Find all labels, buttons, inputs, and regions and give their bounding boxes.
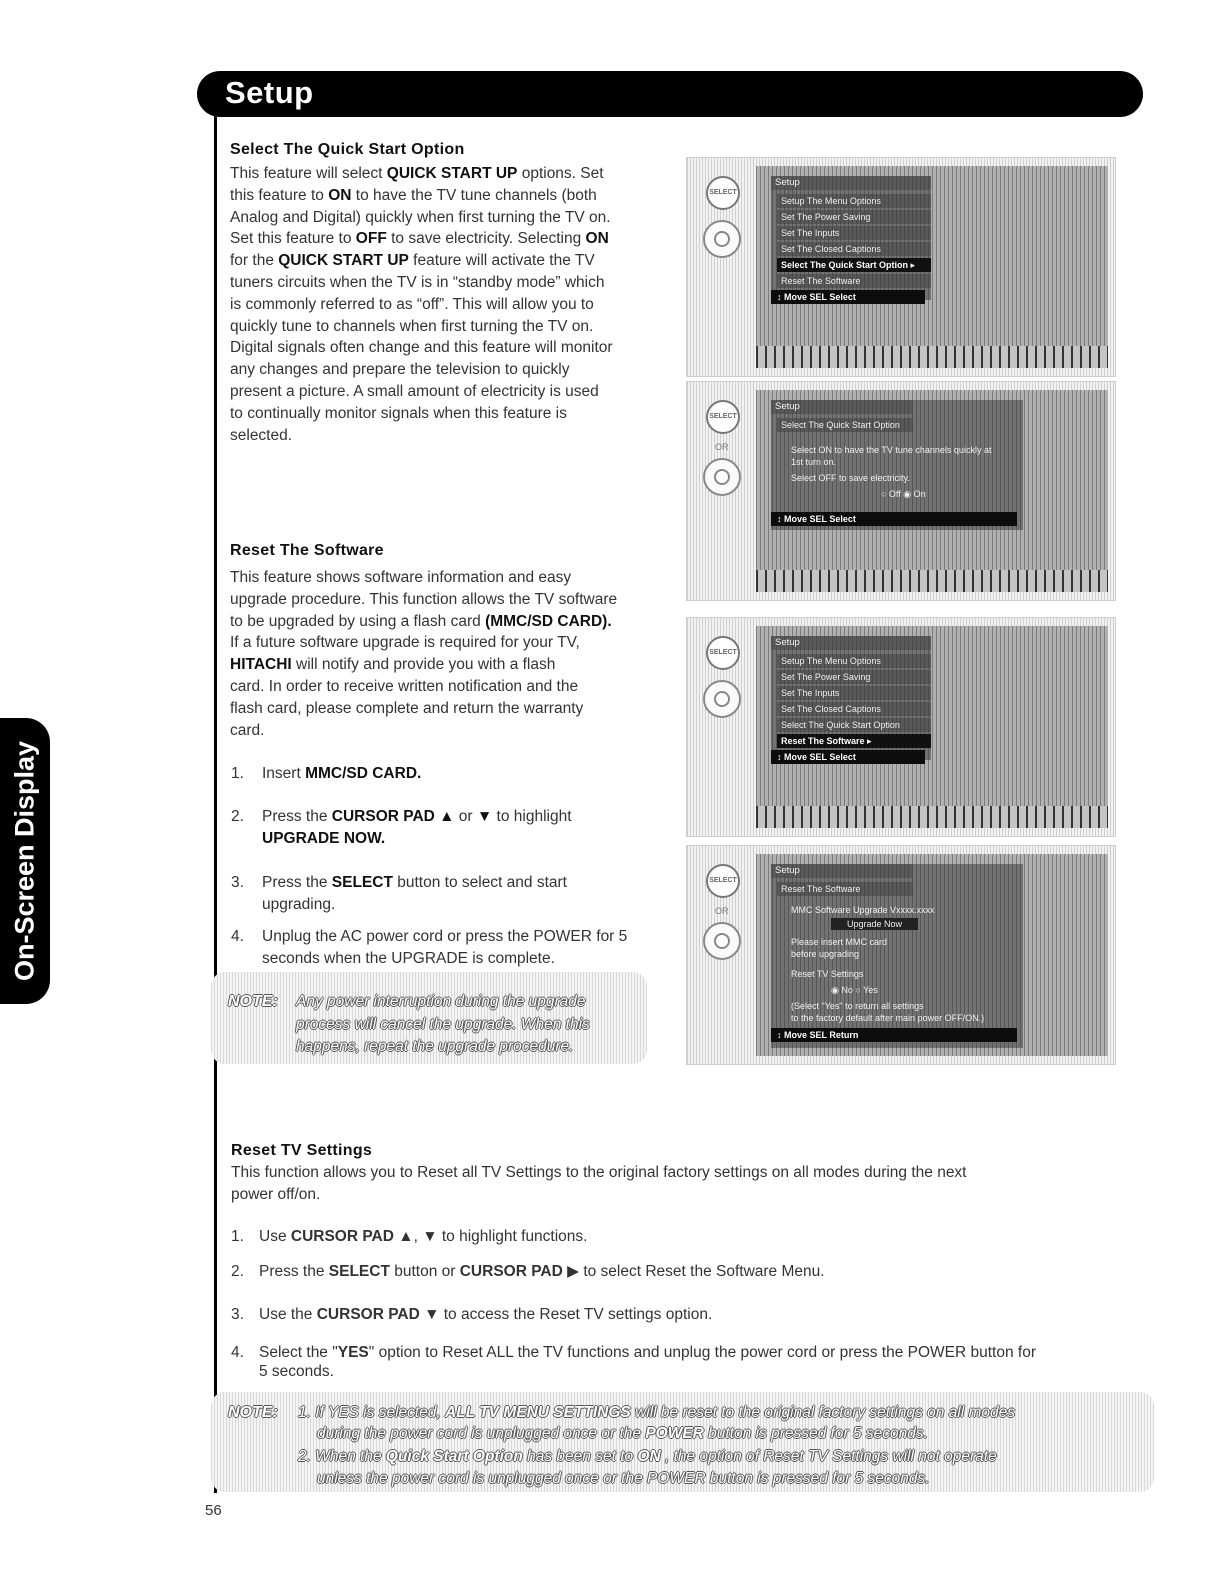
select-button-icon: SELECT [706, 176, 740, 210]
tv-bottom-pattern [756, 570, 1108, 592]
tv-screen-quick-start-menu [686, 157, 1116, 377]
tv-bottom-pattern [756, 806, 1108, 828]
menu-title: Setup [771, 636, 931, 650]
note-line: unless the power cord is unplugged once or the POWER button is pressed for 5 seconds. [317, 1470, 930, 1487]
menu-item-selected: Select The Quick Start Option ▸ [777, 258, 931, 272]
margin-rule [214, 110, 217, 1493]
tv-display [756, 854, 1108, 1056]
note-line: during the power cord is unplugged once or the POWER button is pressed for 5 seconds. [317, 1425, 928, 1442]
note-line: process will cancel the upgrade. When this [296, 1016, 590, 1033]
reset-tv-note [211, 1392, 1154, 1492]
side-tab [0, 718, 50, 1004]
reset-software-body: This feature shows software information and easy upgrade procedure. This function allows the TV software to be upgraded by using a flash card (MMC/SD CARD). If a future software upgrade is required for your TV, HITACHI will notify and provide you with a flash card. In order to receive written notification and the flash card, please complete and return the warranty card. [230, 569, 618, 739]
select-button-icon: SELECT [706, 864, 740, 898]
menu-nav-bar: ↕ Move SEL Return [771, 1028, 1017, 1042]
side-tab-label: On-Screen Display [9, 740, 40, 982]
or-label: OR [715, 906, 729, 916]
note-line: happens, repeat the upgrade procedure. [296, 1038, 574, 1055]
reset-software-dialog [771, 864, 1023, 1048]
no-yes-options: ◉ No ○ Yes [831, 985, 878, 995]
tv-screen-reset-software-dialog [686, 845, 1116, 1065]
dialog-text: to the factory default after main power OFF/ON.) [791, 1013, 985, 1023]
cursor-pad-icon [703, 680, 741, 718]
cursor-pad-icon [703, 220, 741, 258]
note-line: 1. If YES is selected, ALL TV MENU SETTINGS will be reset to the original factory settings on all modes [298, 1404, 1016, 1421]
menu-item: Select The Quick Start Option [777, 718, 931, 732]
tv-bottom-pattern [756, 346, 1108, 368]
reset-tv-body: This function allows you to Reset all TV Settings to the original factory settings on all modes during the next power off/on. [231, 1164, 967, 1203]
menu-item: Set The Closed Captions [777, 242, 931, 256]
or-label: OR [715, 442, 729, 452]
menu-nav-bar: ↕ Move SEL Select [771, 750, 925, 764]
tv-screen-quick-start-options [686, 381, 1116, 601]
menu-item: Set The Inputs [777, 226, 931, 240]
menu-nav-bar: ↕ Move SEL Select [771, 512, 1017, 526]
menu-item-selected: Reset The Software ▸ [777, 734, 931, 748]
note-label: NOTE: [228, 1404, 278, 1421]
tv-display [756, 626, 1108, 828]
note-line: 2. When the Quick Start Option has been set to ON , the option of Reset TV Settings will not operate [298, 1448, 997, 1465]
dialog-text: Select OFF to save electricity. [791, 473, 910, 483]
menu-item: Set The Inputs [777, 686, 931, 700]
section-header [197, 71, 1143, 117]
menu-subtitle: Reset The Software [777, 882, 913, 896]
menu-title: Setup [771, 864, 913, 878]
tv-display [756, 390, 1108, 592]
setup-menu [771, 636, 931, 760]
menu-nav-bar: ↕ Move SEL Select [771, 290, 925, 304]
menu-item: Setup The Menu Options [777, 194, 931, 208]
quick-start-dialog [771, 400, 1023, 530]
reset-software-heading: Reset The Software [230, 542, 384, 559]
note-line: Any power interruption during the upgrade [296, 993, 586, 1010]
upgrade-note [211, 972, 647, 1064]
quick-start-heading: Select The Quick Start Option [230, 141, 465, 158]
quick-start-body: This feature will select QUICK START UP options. Set this feature to ON to have the TV tune channels (both Analog and Digital) quickly when first turning the TV on. Set this feature to OFF to save electricity. Selecting ON for the QUICK START UP feature will activate the TV tuners circuits when the TV is in “standby mode” which is commonly referred to as “off”. This will allow you to quickly tune to channels when first turning the TV on. Digital signals often change and this feature will monitor any changes and prepare the television to quickly present a picture. A small amount of electricity is used to continually monitor signals when this feature is selected. [230, 165, 613, 444]
dialog-text: (Select "Yes" to return all settings [791, 1001, 924, 1011]
page-number: 56 [205, 1502, 222, 1519]
dialog-text: MMC Software Upgrade Vxxxx.xxxx [791, 905, 935, 915]
note-label: NOTE: [228, 993, 278, 1010]
menu-item: Setup The Menu Options [777, 654, 931, 668]
dialog-text: Select ON to have the TV tune channels quickly at [791, 445, 992, 455]
menu-item: Set The Power Saving [777, 670, 931, 684]
menu-subtitle: Select The Quick Start Option [777, 418, 913, 432]
tv-screen-reset-software-menu [686, 617, 1116, 837]
off-on-options: ○ Off ◉ On [881, 489, 926, 499]
dialog-text: 1st turn on. [791, 457, 837, 467]
menu-title: Setup [771, 400, 913, 414]
cursor-pad-icon [703, 922, 741, 960]
setup-menu [771, 176, 931, 300]
select-button-icon: SELECT [706, 400, 740, 434]
section-title: Setup [225, 75, 314, 110]
menu-title: Setup [771, 176, 931, 190]
tv-display [756, 166, 1108, 368]
select-button-icon: SELECT [706, 636, 740, 670]
reset-tv-heading: Reset TV Settings [231, 1142, 373, 1159]
menu-item: Reset The Software [777, 274, 931, 288]
menu-item: Set The Closed Captions [777, 702, 931, 716]
upgrade-now-button: Upgrade Now [831, 918, 918, 930]
dialog-text: Reset TV Settings [791, 969, 864, 979]
dialog-text: before upgrading [791, 949, 860, 959]
menu-item: Set The Power Saving [777, 210, 931, 224]
cursor-pad-icon [703, 458, 741, 496]
dialog-text: Please insert MMC card [791, 937, 888, 947]
